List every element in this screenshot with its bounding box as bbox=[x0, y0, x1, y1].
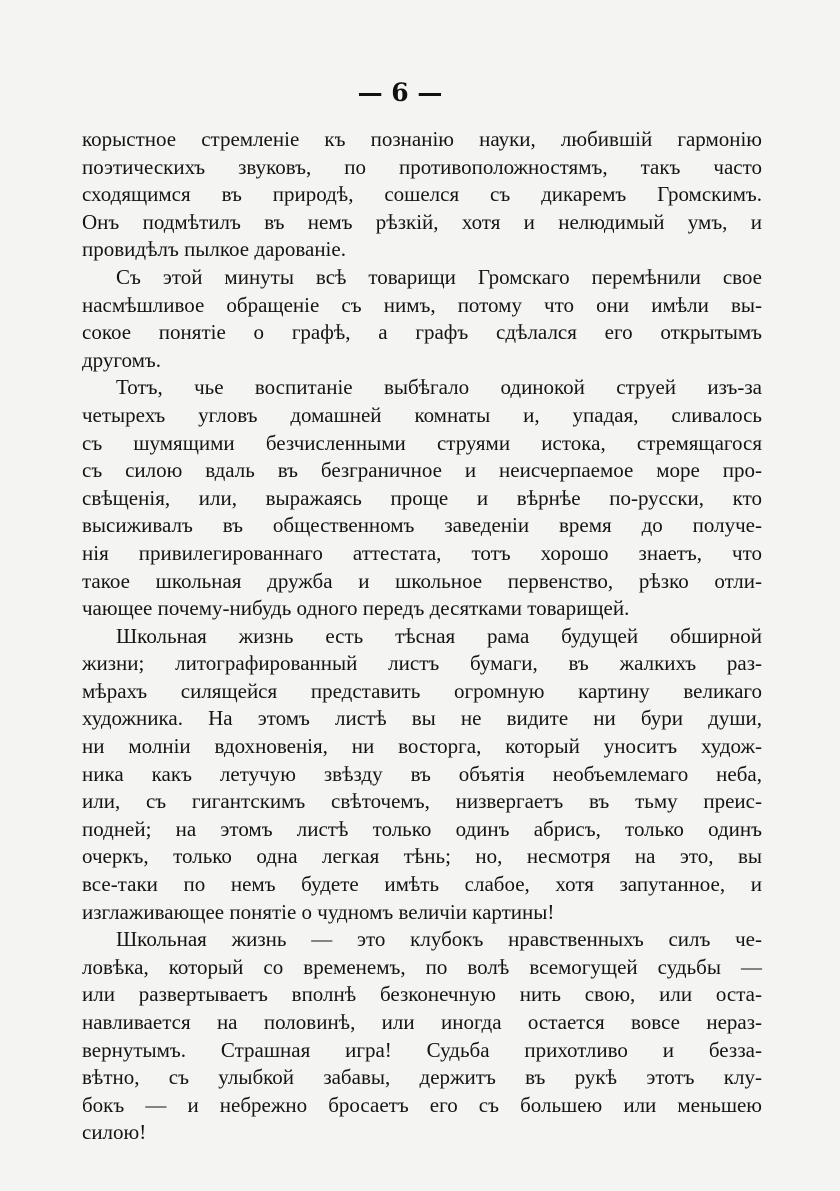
text-line: жизни; литографированный листъ бумаги, въ жалкихъ раз- bbox=[82, 651, 762, 676]
paragraph bbox=[82, 374, 762, 622]
paragraph bbox=[82, 926, 762, 1147]
text-line: бокъ — и небрежно бросаетъ его съ большею или меньшею bbox=[82, 1092, 762, 1117]
text-line: съ шумящими безчисленными струями истока, стремящагося bbox=[82, 430, 762, 455]
text-line: мѣрахъ силящейся представить огромную картину великаго bbox=[82, 678, 762, 703]
text-line: высиживалъ въ общественномъ заведеніи время до получе- bbox=[82, 513, 762, 538]
text-line: или, съ гигантскимъ свѣточемъ, низвергаетъ въ тьму преис- bbox=[82, 789, 762, 814]
text-line: ни молніи вдохновенія, ни восторга, который уноситъ худож- bbox=[82, 734, 762, 759]
paragraph bbox=[82, 126, 762, 264]
text-line: нія привилегированнаго аттестата, тотъ хорошо знаетъ, что bbox=[82, 540, 762, 565]
text-line: съ силою вдаль въ безграничное и неисчерпаемое море про- bbox=[82, 458, 762, 483]
text-line: Онъ подмѣтилъ въ немъ рѣзкій, хотя и нелюдимый умъ, и bbox=[82, 209, 762, 234]
text-line: Школьная жизнь — это клубокъ нравственныхъ силъ че- bbox=[116, 927, 762, 952]
text-line: подней; на этомъ листѣ только одинъ абрисъ, только одинъ bbox=[82, 816, 762, 841]
text-line: вѣтно, съ улыбкой забавы, держитъ въ рукѣ этотъ клу- bbox=[82, 1065, 762, 1090]
text-line: поэтическихъ звуковъ, по противоположностямъ, такъ часто bbox=[82, 154, 762, 179]
text-line: другомъ. bbox=[82, 347, 161, 372]
text-line: ловѣка, который со временемъ, по волѣ всемогущей судьбы — bbox=[82, 954, 762, 979]
text-line: очеркъ, только одна легкая тѣнь; но, несмотря на это, вы bbox=[82, 844, 762, 869]
page-number: — 6 — bbox=[357, 78, 443, 107]
text-line: корыстное стремленіе къ познанію науки, любившій гармонію bbox=[82, 127, 762, 151]
text-line: четырехъ угловъ домашней комнаты и, упадая, сливалось bbox=[82, 402, 762, 427]
text-line: свѣщенія, или, выражаясь проще и вѣрнѣе по-русски, кто bbox=[82, 485, 762, 510]
text-line: такое школьная дружба и школьное первенство, рѣзко отли- bbox=[82, 568, 762, 593]
paragraph bbox=[82, 264, 762, 374]
text-line: Съ этой минуты всѣ товарищи Громскаго перемѣнили свое bbox=[116, 264, 762, 289]
body-text bbox=[82, 126, 762, 1147]
text-line: провидѣлъ пылкое дарованіе. bbox=[82, 237, 346, 262]
text-line: чающее почему-нибудь одного передъ десятками товарищей. bbox=[82, 596, 630, 621]
text-line: все-таки по немъ будете имѣть слабое, хотя запутанное, и bbox=[82, 872, 762, 897]
text-line: сокое понятіе о графѣ, а графъ сдѣлался его открытымъ bbox=[82, 320, 762, 345]
text-line: Школьная жизнь есть тѣсная рама будущей обширной bbox=[116, 623, 762, 648]
text-line: вернутымъ. Страшная игра! Судьба прихотливо и безза- bbox=[82, 1037, 762, 1062]
text-line: или развертываетъ вполнѣ безконечную нить свою, или оста- bbox=[82, 982, 762, 1007]
text-line: Тотъ, чье воспитаніе выбѣгало одинокой струей изъ-за bbox=[116, 375, 762, 400]
text-line: силою! bbox=[82, 1120, 147, 1145]
text-line: ника какъ летучую звѣзду въ объятія необъемлемаго неба, bbox=[82, 761, 762, 786]
text-line: насмѣшливое обращеніе съ нимъ, потому что они имѣли вы- bbox=[82, 292, 762, 317]
paragraph bbox=[82, 623, 762, 927]
text-line: навливается на половинѣ, или иногда остается вовсе нераз- bbox=[82, 1010, 762, 1034]
text-line: сходящимся въ природѣ, сошелся съ дикаремъ Громскимъ. bbox=[82, 182, 762, 207]
text-line: изглаживающее понятіе о чудномъ величіи картины! bbox=[82, 899, 555, 924]
text-line: художника. На этомъ листѣ вы не видите ни бури души, bbox=[82, 706, 762, 731]
